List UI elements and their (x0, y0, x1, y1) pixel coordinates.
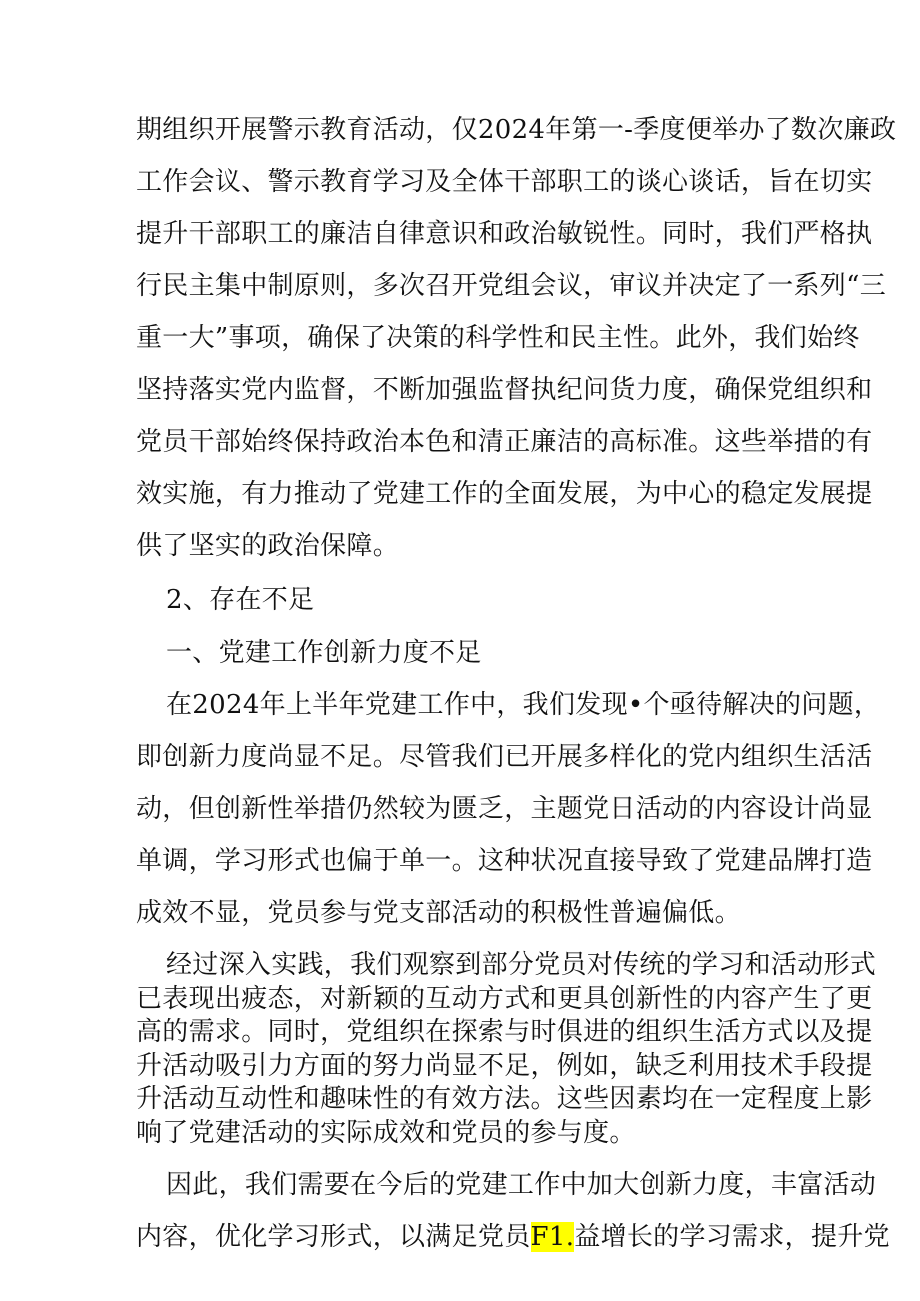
text-line: 供了坚实的政治保障。 (136, 531, 400, 561)
text-line: 效实施，有力推动了党建工作的全面发展，为中心的稳定发展提 (136, 479, 873, 509)
text-line: 工作会议、警示教育学习及全体干部职工的谈心谈话，旨在切实 (136, 167, 873, 197)
text-line: 党员干部始终保持政治本色和清正廉洁的高标准。这些举措的有 (136, 427, 873, 457)
text-line: 在2024年上半年党建工作中，我们发现•个亟待解决的问题， (166, 690, 881, 720)
text-line: 已表现出疲态，对新颖的互动方式和更具创新性的内容产生了更 (136, 984, 873, 1014)
text-line: 经过深入实践，我们观察到部分党员对传统的学习和活动形式 (166, 950, 877, 980)
section-heading: 2、存在不足 (166, 585, 315, 615)
text-line: 成效不显，党员参与党支部活动的积极性普遍偏低。 (136, 898, 741, 928)
sub-heading: 一、党建工作创新力度不足 (166, 638, 482, 668)
text-line: 重一大”事项，确保了决策的科学性和民主性。此外，我们始终 (136, 323, 860, 353)
text-line (136, 1221, 890, 1253)
text-line: 升活动互动性和趣味性的有效方法。这些因素均在一定程度上影 (136, 1084, 873, 1114)
highlighted-text: F1. (530, 1222, 575, 1252)
text-line: 期组织开展警示教育活动，仅2024年第一-季度便举办了数次廉政 (136, 115, 897, 145)
text-line: 高的需求。同时，党组织在探索与时俱进的组织生活方式以及提 (136, 1017, 873, 1047)
text-fragment: 益增长的学习需求，提升党 (574, 1222, 890, 1252)
text-line: 坚持落实党内监督，不断加强监督执纪问货力度，确保党组织和 (136, 375, 873, 405)
text-line: 动，但创新性举措仍然较为匮乏，主题党日活动的内容设计尚显 (136, 794, 873, 824)
text-line: 单调，学习形式也偏于单一。这种状况直接导致了党建品牌打造 (136, 846, 873, 876)
text-line: 行民主集中制原则，多次召开党组会议，审议并决定了一系列“三 (136, 271, 886, 301)
text-line: 因此，我们需要在今后的党建工作中加大创新力度，丰富活动 (166, 1170, 877, 1200)
text-fragment: 内容，优化学习形式，以满足党员 (136, 1222, 531, 1252)
text-line: 提升干部职工的廉洁自律意识和政治敏锐性。同时，我们严格执 (136, 219, 873, 249)
text-line: 升活动吸引力方面的努力尚显不足，例如，缺乏利用技术手段提 (136, 1051, 873, 1081)
text-line: 即创新力度尚显不足。尽管我们已开展多样化的党内组织生活活 (136, 742, 873, 772)
text-line: 响了党建活动的实际成效和党员的参与度。 (136, 1118, 636, 1148)
